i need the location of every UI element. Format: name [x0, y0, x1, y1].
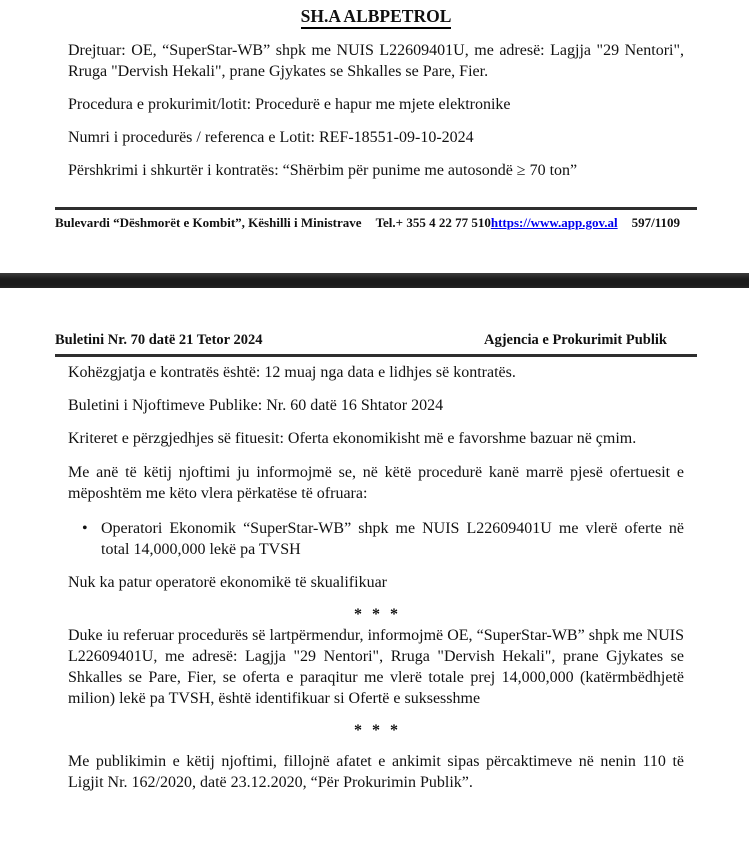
paragraph-drejtuar: Drejtuar: OE, “SuperStar-WB” shpk me NUIS L22609401U, me adresë: Lagjja "29 Nentori", Rruga "Dervish Hekali", prane Gjykates se Shkalles se Pare, Fier.	[68, 42, 684, 80]
paragraph-kohezgjatja: Kohëzgjatja e kontratës është: 12 muaj nga data e lidhjes së kontratës.	[68, 364, 516, 381]
offer-list-item: • Operatori Ekonomik “SuperStar-WB” shpk me NUIS L22609401U me vlerë oferte në total 14,000,000 lekë pa TVSH	[68, 518, 684, 560]
page2-region	[68, 362, 684, 793]
bulletin-header-rule	[55, 354, 697, 357]
paragraph-buletini-njoftimeve: Buletini i Njoftimeve Publike: Nr. 60 datë 16 Shtator 2024	[68, 397, 444, 414]
footer-app-gov-link[interactable]: https://www.app.gov.al	[490, 215, 618, 230]
bulletin-header-right: Agjencia e Prokurimit Publik	[484, 332, 667, 348]
page-separator-band	[0, 273, 749, 288]
page-title-text: SH.A ALBPETROL	[301, 6, 452, 29]
bulletin-header	[55, 331, 697, 349]
footer-page-number: 597/1109	[631, 215, 681, 230]
paragraph-me-ane: Me anë të këtij njoftimi ju informojmë se, në këtë procedurë kanë marrë pjesë ofertuesit e mëposhtëm me këto vlera përkatëse të ofruara:	[68, 464, 684, 502]
page1-region	[68, 0, 684, 181]
footer-address: Bulevardi “Dëshmorët e Kombit”, Këshilli i Ministrave	[55, 215, 362, 230]
stars-separator: * * *	[354, 606, 398, 623]
bulletin-header-left: Buletini Nr. 70 datë 21 Tetor 2024	[55, 332, 263, 348]
paragraph-procedura: Procedura e prokurimit/lotit: Procedurë e hapur me mjete elektronike	[68, 96, 511, 113]
footer-phone: Tel.+ 355 4 22 77 510	[375, 215, 491, 230]
paragraph-publikimi: Me publikimin e këtij njoftimi, fillojnë afatet e ankimit sipas përcaktimeve në nenin 110 të Ligjit Nr. 162/2020, datë 23.12.2020, “Për Prokurimin Publik”.	[68, 753, 684, 791]
paragraph-duke-referuar: Duke iu referuar procedurës së lartpërmendur, informojmë OE, “SuperStar-WB” shpk me NUIS L22609401U, me adresë: Lagjja "29 Nentori", Rruga "Dervish Hekali", prane Gjykates se Shkalles se Pare, Fier, se oferta e paraqitur me vlerë totale prej 14,000,000 (katërmbëdhjetë milion) lekë pa TVSH, është identifikuar si Ofertë e suksesshme	[68, 627, 684, 707]
paragraph-numri-references: Numri i procedurës / referenca e Lotit: REF-18551-09-10-2024	[68, 129, 474, 146]
stars-separator: * * *	[354, 722, 398, 739]
page-title	[68, 5, 684, 27]
offer-list	[68, 518, 684, 560]
page-footer	[55, 215, 681, 231]
paragraph-kriteret: Kriteret e përzgjedhjes së fituesit: Oferta ekonomikisht më e favorshme bazuar në çmim.	[68, 430, 637, 447]
footer-divider-rule	[55, 207, 697, 210]
paragraph-pershkrimi: Përshkrimi i shkurtër i kontratës: “Shërbim për punime me autosondë ≥ 70 ton”	[68, 162, 578, 179]
paragraph-nuk-ka: Nuk ka patur operatorë ekonomikë të skualifikuar	[68, 574, 387, 591]
